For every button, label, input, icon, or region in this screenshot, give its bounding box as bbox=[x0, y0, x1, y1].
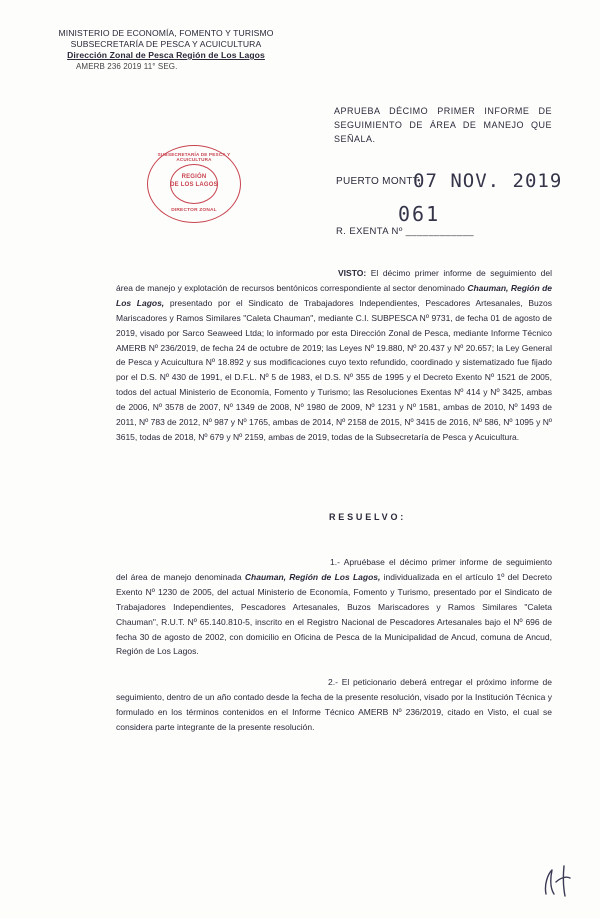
item-1-paragraph bbox=[116, 555, 552, 659]
visto-text-2: presentado por el Sindicato de Trabajadores Independientes, Pescadores Artesanales, Buzos Mariscadores y Ramos Similares "Caleta Chauman", mediante C.I. SUBPESCA Nº 9731, de fecha 01 de agosto de 2019, visado por Sarco Seaweed Ltda; lo informado por esta Dirección Zonal de Pesca, mediante Informe Técnico AMERB Nº 236/2019, de fecha 24 de octubre de 2019; las Leyes Nº 19.880, Nº 20.437 y Nº 20.657; la Ley General de Pesca y Acuicultura Nº 18.892 y sus modificaciones cuyo texto refundido, coordinado y sistematizado fue fijado por el D.S. Nº 430 de 1991, el D.F.L. Nº 5 de 1983, el D.S. Nº 355 de 1995 y el Decreto Exento Nº 1521 de 2005, todos del actual Ministerio de Economía, Fomento y Turismo; las Resoluciones Exentas Nº 414 y Nº 3425, ambas de 2006, Nº 3578 de 2007, Nº 1349 de 2008, Nº 1980 de 2009, Nº 1231 y Nº 1581, ambas de 2010, Nº 1493 de 2011, Nº 783 de 2012, Nº 987 y Nº 1765, ambas de 2014, Nº 2158 de 2015, Nº 3415 de 2016, Nº 586, Nº 1095 y Nº 3615, todas de 2018, Nº 679 y Nº 2159, ambas de 2019, todas de la Subsecretaría de Pesca y Acuicultura. bbox=[116, 297, 552, 442]
visto-paragraph bbox=[116, 266, 552, 445]
exenta-label: R. EXENTA Nº ____________ bbox=[336, 226, 474, 237]
visto-place-name: Chauman, Región de Los Lagos, bbox=[116, 282, 552, 308]
place-label: PUERTO MONTT, bbox=[336, 176, 422, 187]
visto-heading: VISTO: bbox=[338, 268, 367, 278]
stamp-region-name: DE LOS LAGOS bbox=[170, 182, 218, 188]
official-stamp bbox=[147, 145, 241, 223]
file-reference: AMERB 236 2019 11° SEG. bbox=[76, 62, 178, 71]
resolution-date: 07 NOV. 2019 bbox=[413, 170, 563, 192]
item-1-text-2: individualizada en el artículo 1º del Decreto Exento Nº 1230 de 2005, del actual Ministerio de Economía, Fomento y Turismo, presentado por el Sindicato de Trabajadores Independientes, Pescadores Artesanales, Buzos Mariscadores y Ramos Similares "Caleta Chauman", R.U.T. Nº 65.140.810-5, inscrito en el Registro Nacional de Pescadores Artesanales bajo el Nº 696 de fecha 30 de agosto de 2002, con domicilio en Oficina de Pesca de la Municipalidad de Ancud, comuna de Ancud, Región de Los Lagos. bbox=[116, 571, 552, 657]
handwritten-initial bbox=[538, 860, 578, 900]
item-1-text-1: 1.- Apruébase el décimo primer informe de seguimiento del área de manejo denominada bbox=[116, 557, 552, 582]
zonal-direction-name: Dirección Zonal de Pesca Región de Los Lagos bbox=[67, 50, 265, 60]
ministry-name: MINISTERIO DE ECONOMÍA, FOMENTO Y TURISMO bbox=[58, 28, 274, 38]
exenta-number: 061 bbox=[398, 202, 441, 226]
stamp-region-text: REGIÓN bbox=[181, 174, 207, 180]
resolution-subject: APRUEBA DÉCIMO PRIMER INFORME DE SEGUIMIENTO DE ÁREA DE MANEJO QUE SEÑALA. bbox=[334, 106, 552, 144]
item-2-paragraph: 2.- El peticionario deberá entregar el próximo informe de seguimiento, dentro de un año contado desde la fecha de la presente resolución, visado por la Institución Técnica y formulado en los términos contenidos en el Informe Técnico AMERB Nº 236/2019, citado en Visto, el cual se considera parte integrante de la presente resolución. bbox=[116, 677, 552, 732]
letterhead bbox=[46, 28, 286, 72]
item-1-place-name: Chauman, Región de Los Lagos, bbox=[244, 571, 381, 582]
stamp-ring-text-bottom: DIRECTOR ZONAL bbox=[171, 208, 217, 213]
resuelvo-heading: RESUELVO: bbox=[329, 512, 407, 522]
visto-text-1: El décimo primer informe de seguimiento del área de manejo y explotación de recursos bentónicos correspondiente al sector denominado bbox=[116, 268, 552, 293]
subsecretariat-name: SUBSECRETARÍA DE PESCA Y ACUICULTURA bbox=[70, 39, 262, 49]
stamp-ring-text-top: SUBSECRETARÍA DE PESCA Y ACUICULTURA bbox=[157, 152, 231, 162]
